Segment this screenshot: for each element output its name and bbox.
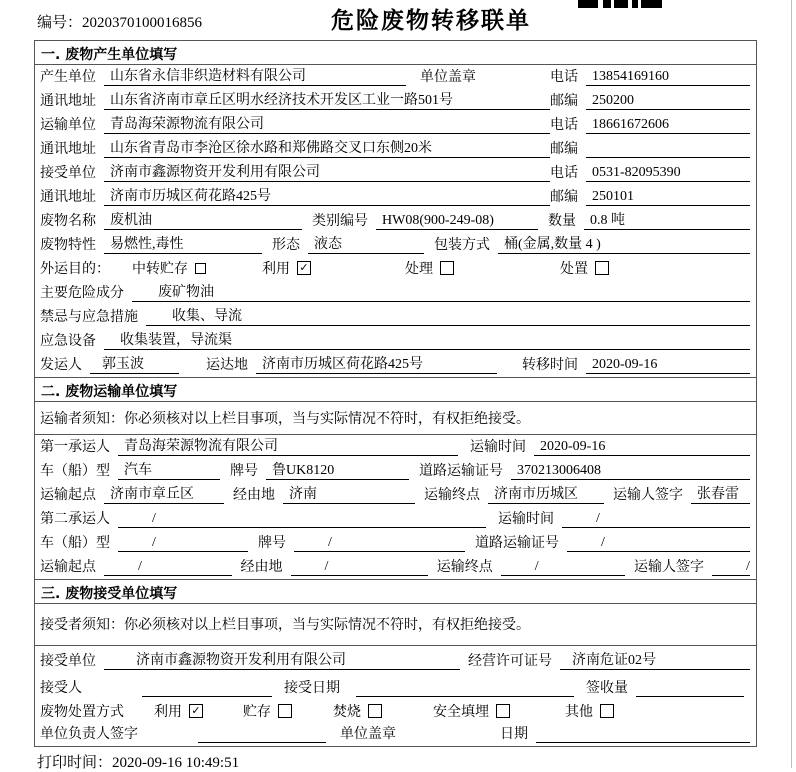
second-vehicle-type-label: 车（船）型 xyxy=(40,536,110,551)
purpose-option-dispose-checkbox xyxy=(595,261,609,275)
producer-phone-value: 13854169160 xyxy=(586,69,750,86)
purpose-option-treat-checkbox xyxy=(440,261,454,275)
disposal-option-landfill-checkbox xyxy=(496,704,510,718)
emergency-measures-value: 收集、导流 xyxy=(146,305,750,326)
first-road-permit-label: 道路运输证号 xyxy=(419,464,503,479)
waste-form-value: 液态 xyxy=(308,233,424,254)
waste-category-label: 类别编号 xyxy=(312,214,368,229)
main-hazard-value: 废矿物油 xyxy=(132,281,750,302)
print-time-label: 打印时间： xyxy=(37,755,113,771)
row-first-vehicle xyxy=(35,459,756,483)
accept-date-label: 接受日期 xyxy=(284,681,340,696)
waste-name-value: 废机油 xyxy=(104,209,302,230)
qr-block xyxy=(578,0,598,8)
row-first-carrier xyxy=(35,435,756,459)
purpose-option-storage-checkbox xyxy=(195,263,206,274)
row-accepting-unit xyxy=(35,646,756,673)
receiver-notice-row xyxy=(35,604,756,646)
second-transport-time-label: 运输时间 xyxy=(498,512,554,527)
purpose-option-storage xyxy=(132,258,206,278)
section1-heading: 一. 废物产生单位填写 xyxy=(41,46,178,63)
destination-value: 济南市历城区荷花路425号 xyxy=(256,353,497,374)
producer-seal-label: 单位盖章 xyxy=(420,70,476,85)
disposal-option-other xyxy=(565,701,614,721)
second-route-via-label: 经由地 xyxy=(240,560,283,575)
purpose-option-utilize-checkbox: ✓ xyxy=(297,261,311,275)
disposal-option-store-label: 贮存 xyxy=(243,705,271,720)
receiver-unit-label: 接受单位 xyxy=(40,166,96,181)
second-route-via-value: / xyxy=(291,559,428,576)
second-carrier-value: / xyxy=(118,511,486,528)
business-permit-label: 经营许可证号 xyxy=(468,654,552,669)
second-road-permit-label: 道路运输证号 xyxy=(475,536,559,551)
transport-phone-group xyxy=(550,114,750,134)
transport-phone-label: 电话 xyxy=(550,118,578,133)
receiver-notice-text: 接受者须知：你必须核对以上栏目事项，当与实际情况不符时，有权拒绝接受。 xyxy=(40,618,530,633)
purpose-option-treat-label: 处理 xyxy=(405,262,433,277)
packing-method-value: 桶(金属,数量 4 ) xyxy=(498,233,750,254)
row-acceptor xyxy=(35,673,756,700)
sign-date-label: 日期 xyxy=(500,727,528,742)
transfer-time-label: 转移时间 xyxy=(522,358,578,373)
disposal-option-landfill xyxy=(433,701,510,721)
destination-label: 运达地 xyxy=(206,358,248,373)
business-permit-value: 济南危证02号 xyxy=(560,649,750,670)
row-first-route xyxy=(35,483,756,507)
disposal-option-incinerate xyxy=(333,701,382,721)
first-plate-label: 牌号 xyxy=(230,464,258,479)
disposal-option-utilize xyxy=(154,701,203,721)
receiver-unit-value: 济南市鑫源物资开发利用有限公司 xyxy=(104,161,550,182)
row-main-hazard xyxy=(35,281,756,305)
disposal-option-other-label: 其他 xyxy=(565,705,593,720)
first-route-via-label: 经由地 xyxy=(233,488,275,503)
first-vehicle-type-value: 汽车 xyxy=(118,459,220,480)
transport-zip-group xyxy=(550,138,750,158)
producer-address-label: 通讯地址 xyxy=(40,94,96,109)
transport-address-value: 山东省青岛市李沧区徐水路和郑佛路交叉口东侧20米 xyxy=(104,137,550,158)
first-route-via-value: 济南 xyxy=(283,483,415,504)
producer-zip-group xyxy=(550,90,750,110)
first-carrier-sign-value: 张春雷 xyxy=(691,483,750,504)
transport-zip-label: 邮编 xyxy=(550,142,578,157)
waste-category-value: HW08(900-249-08) xyxy=(376,213,538,230)
emergency-measures-label: 禁忌与应急措施 xyxy=(40,310,138,325)
emergency-equipment-value: 收集装置，导流渠 xyxy=(104,329,750,350)
qr-block xyxy=(603,0,611,8)
first-route-end-value: 济南市历城区 xyxy=(488,483,604,504)
accept-date-value xyxy=(356,696,574,697)
first-carrier-sign-label: 运输人签字 xyxy=(613,488,683,503)
disposal-option-store-checkbox xyxy=(278,704,292,718)
first-route-start-value: 济南市章丘区 xyxy=(104,483,224,504)
transfer-purpose-label: 外运目的： xyxy=(40,262,110,277)
section2-heading: 二. 废物运输单位填写 xyxy=(41,383,178,400)
section3-heading: 三. 废物接受单位填写 xyxy=(41,585,178,602)
second-road-permit-value: / xyxy=(567,535,750,552)
producer-phone-group xyxy=(550,66,750,86)
producer-unit-label: 产生单位 xyxy=(40,70,96,85)
first-vehicle-type-label: 车（船）型 xyxy=(40,464,110,479)
section3-heading-row xyxy=(35,579,756,604)
row-second-vehicle xyxy=(35,531,756,555)
disposal-option-utilize-checkbox: ✓ xyxy=(189,704,203,718)
second-carrier-sign-value: / xyxy=(712,559,750,576)
first-transport-time-label: 运输时间 xyxy=(470,440,526,455)
second-plate-value: / xyxy=(294,535,465,552)
first-route-end-label: 运输终点 xyxy=(424,488,480,503)
first-route-start-label: 运输起点 xyxy=(40,488,96,503)
emergency-equipment-label: 应急设备 xyxy=(40,334,96,349)
producer-zip-value: 250200 xyxy=(586,93,750,110)
first-carrier-value: 青岛海荣源物流有限公司 xyxy=(118,435,458,456)
document-number-value: 2020370100016856 xyxy=(82,15,203,31)
row-receiver-address xyxy=(35,185,756,209)
second-plate-label: 牌号 xyxy=(258,536,286,551)
purpose-option-dispose xyxy=(560,258,609,278)
document-number xyxy=(37,11,202,32)
row-receiver-unit xyxy=(35,161,756,185)
responsible-signature-label: 单位负责人签字 xyxy=(40,727,138,742)
print-time-value: 2020-09-16 10:49:51 xyxy=(112,755,240,771)
second-route-start-label: 运输起点 xyxy=(40,560,96,575)
purpose-option-dispose-label: 处置 xyxy=(560,262,588,277)
first-transport-time-value: 2020-09-16 xyxy=(534,439,750,456)
qr-code-fragment-icon xyxy=(578,0,662,8)
transfer-time-value: 2020-09-16 xyxy=(586,357,750,374)
shipper-label: 发运人 xyxy=(40,358,82,373)
second-carrier-label: 第二承运人 xyxy=(40,512,110,527)
purpose-option-utilize xyxy=(262,258,311,278)
producer-phone-label: 电话 xyxy=(550,70,578,85)
accepting-unit-value: 济南市鑫源物资开发利用有限公司 xyxy=(104,649,460,670)
second-route-start-value: / xyxy=(104,559,232,576)
signed-quantity-value xyxy=(636,696,744,697)
waste-properties-label: 废物特性 xyxy=(40,238,96,253)
row-second-carrier xyxy=(35,507,756,531)
receiver-zip-group xyxy=(550,186,750,206)
waste-quantity-label: 数量 xyxy=(548,214,576,229)
acceptor-value xyxy=(142,696,272,697)
unit-seal-label: 单位盖章 xyxy=(340,727,396,742)
row-emergency-measures xyxy=(35,305,756,329)
row-transport-unit xyxy=(35,113,756,137)
page-edge-divider xyxy=(791,0,792,768)
transport-unit-value: 青岛海荣源物流有限公司 xyxy=(104,113,550,134)
transport-zip-value xyxy=(586,157,750,158)
row-waste-properties xyxy=(35,233,756,257)
row-responsible-signature xyxy=(35,724,756,746)
second-carrier-sign-label: 运输人签字 xyxy=(634,560,705,575)
first-carrier-label: 第一承运人 xyxy=(40,440,110,455)
disposal-option-incinerate-label: 焚烧 xyxy=(333,705,361,720)
waste-form-label: 形态 xyxy=(272,238,300,253)
row-second-route xyxy=(35,555,756,579)
receiver-phone-label: 电话 xyxy=(550,166,578,181)
purpose-option-treat xyxy=(405,258,454,278)
transporter-notice-row xyxy=(35,402,756,435)
section2-heading-row xyxy=(35,377,756,402)
first-road-permit-value: 370213006408 xyxy=(511,463,750,480)
disposal-option-other-checkbox xyxy=(600,704,614,718)
first-plate-value: 鲁UK8120 xyxy=(266,459,409,480)
sign-date-value xyxy=(536,742,750,743)
shipper-value: 郭玉波 xyxy=(90,353,179,374)
page-title: 危险废物转移联单 xyxy=(331,8,531,34)
waste-name-label: 废物名称 xyxy=(40,214,96,229)
row-transfer-purpose xyxy=(35,257,756,281)
transporter-notice-text: 运输者须知：你必须核对以上栏目事项，当与实际情况不符时，有权拒绝接受。 xyxy=(40,411,530,427)
manifest-form-table xyxy=(34,40,757,747)
second-vehicle-type-value: / xyxy=(118,535,248,552)
responsible-signature-value xyxy=(198,742,326,743)
second-route-end-value: / xyxy=(501,559,625,576)
packing-method-label: 包装方式 xyxy=(434,238,490,253)
second-transport-time-value: / xyxy=(562,511,750,528)
producer-zip-label: 邮编 xyxy=(550,94,578,109)
row-producer-address xyxy=(35,89,756,113)
disposal-option-landfill-label: 安全填埋 xyxy=(433,705,489,720)
transport-address-label: 通讯地址 xyxy=(40,142,96,157)
receiver-address-value: 济南市历城区荷花路425号 xyxy=(104,185,550,206)
disposal-option-utilize-label: 利用 xyxy=(154,705,182,720)
row-disposal-method xyxy=(35,700,756,724)
receiver-zip-value: 250101 xyxy=(586,189,750,206)
receiver-zip-label: 邮编 xyxy=(550,190,578,205)
print-time xyxy=(37,751,239,772)
transport-phone-value: 18661672606 xyxy=(586,117,750,134)
receiver-phone-value: 0531-82095390 xyxy=(586,165,750,182)
row-shipper xyxy=(35,353,756,377)
main-hazard-label: 主要危险成分 xyxy=(40,286,124,301)
transport-unit-label: 运输单位 xyxy=(40,118,96,133)
row-waste-name xyxy=(35,209,756,233)
disposal-option-store xyxy=(243,701,292,721)
accepting-unit-label: 接受单位 xyxy=(40,654,96,669)
signed-quantity-label: 签收量 xyxy=(586,681,628,696)
acceptor-label: 接受人 xyxy=(40,681,82,696)
disposal-option-incinerate-checkbox xyxy=(368,704,382,718)
row-emergency-equipment xyxy=(35,329,756,353)
waste-properties-value: 易燃性,毒性 xyxy=(104,233,262,254)
disposal-method-label: 废物处置方式 xyxy=(40,705,124,720)
purpose-option-utilize-label: 利用 xyxy=(262,262,290,277)
receiver-address-label: 通讯地址 xyxy=(40,190,96,205)
row-transport-address xyxy=(35,137,756,161)
waste-quantity-value: 0.8 吨 xyxy=(584,209,750,230)
section1-heading-row xyxy=(35,40,756,65)
producer-address-value: 山东省济南市章丘区明水经济技术开发区工业一路501号 xyxy=(104,89,550,110)
second-route-end-label: 运输终点 xyxy=(436,560,493,575)
row-producer-unit xyxy=(35,65,756,89)
qr-block xyxy=(641,0,662,8)
producer-unit-value: 山东省永信非织造材料有限公司 xyxy=(104,65,406,86)
document-number-label: 编号： xyxy=(37,15,83,31)
qr-block xyxy=(614,0,628,8)
purpose-option-storage-label: 中转贮存 xyxy=(132,262,188,277)
receiver-phone-group xyxy=(550,162,750,182)
